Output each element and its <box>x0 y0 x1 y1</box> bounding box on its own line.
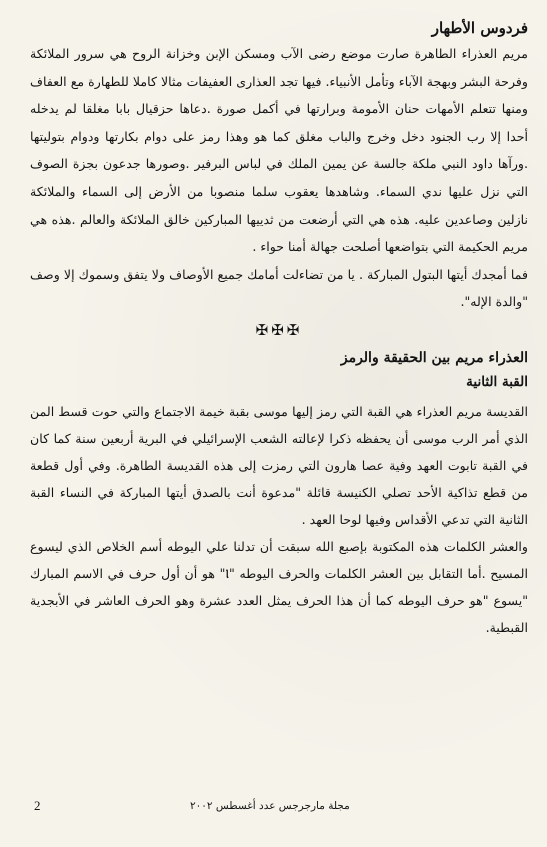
paragraph-3: القديسة مريم العذراء هي القبة التي رمز إليها موسى بقبة خيمة الاجتماع والتي حوت قسط المن الذي أمر الرب موسى أن يحفظه ذكرا لإعالته الشعب الإسرائيلي في البرية أربعين سنة كما كان في القبة تابوت العهد وفية عصا هارون التي رمزت إلى هذه القديسة الطاهرة. وفي أول قطعة من قطع تذاكية الأحد تصلي الكنيسة قائلة "مدعوة أنت بالصدق أيتها المباركة في النساء القبة الثانية التي تدعي الأقداس وفيها لوحا العهد . <box>30 403 528 527</box>
article-body <box>30 16 528 641</box>
paragraph-2: فما أمجدك أيتها البتول المباركة . يا من تضاءلت أمامك جميع الأوصاف ولا يتفق وسموك إلا وصف "والدة الإله". <box>30 266 528 310</box>
page-footer <box>30 798 518 818</box>
paragraph-1: مريم العذراء الطاهرة صارت موضع رضى الآب ومسكن الإبن وخزانة الروح هي سرور الملائكة وفرحة البشر وبهجة الآباء وتأمل الأنبياء. فيها تجد العذارى العفيفات مثالا كاملا للطهارة مع العفاف ومنها تتعلم الأمهات حنان الأمومة وبرارتها في أكمل صورة .دعاها حزقيال بابا مغلقا لم يدخله أحدا إلا رب الجنود دخل وخرج والباب مغلق كما هو وهذا رمز على دوام بكارتها ودوام بتوليتها .ورآها داود النبي ملكة جالسة عن يمين الملك في لباس البرفير .وصورها جدعون بجزة الصوف التي نزل عليها ندي السماء. وشاهدها يعقوب سلما منصوبا من الأرض إلى السماء والملائكة نازلين وصاعدين عليه. هذه هي التي أرضعت من ثدييها المباركين خالق الملائكة والعالم .هذه هي مريم الحكيمة التي بتواضعها أصلحت جهالة أمنا حواء . <box>30 46 528 255</box>
paragraph-4: والعشر الكلمات هذه المكتوبة بإصبع الله سبقت أن تدلنا علي اليوطه أسم الخلاص الذي ليسوع المسيح .أما التقابل بين العشر الكلمات والحرف اليوطه "Ⲓ" هو أن أول حرف في الاسم المبارك "يسوع "هو حرف اليوطه كما أن هذا الحرف يمثل العدد عشرة وهو الحرف العاشر في الأبجدية القبطية. <box>30 538 528 635</box>
section-subtitle: القبة الثانية <box>466 373 528 390</box>
cross-ornament: ✠✠✠ <box>255 320 303 339</box>
article-title: فردوس الأطهار <box>431 19 528 37</box>
page-number: 2 <box>34 798 41 813</box>
section-title: العذراء مريم بين الحقيقة والرمز <box>340 349 528 366</box>
journal-issue: مجلة مارجرجس عدد أغسطس ٢٠٠٢ <box>190 800 350 812</box>
